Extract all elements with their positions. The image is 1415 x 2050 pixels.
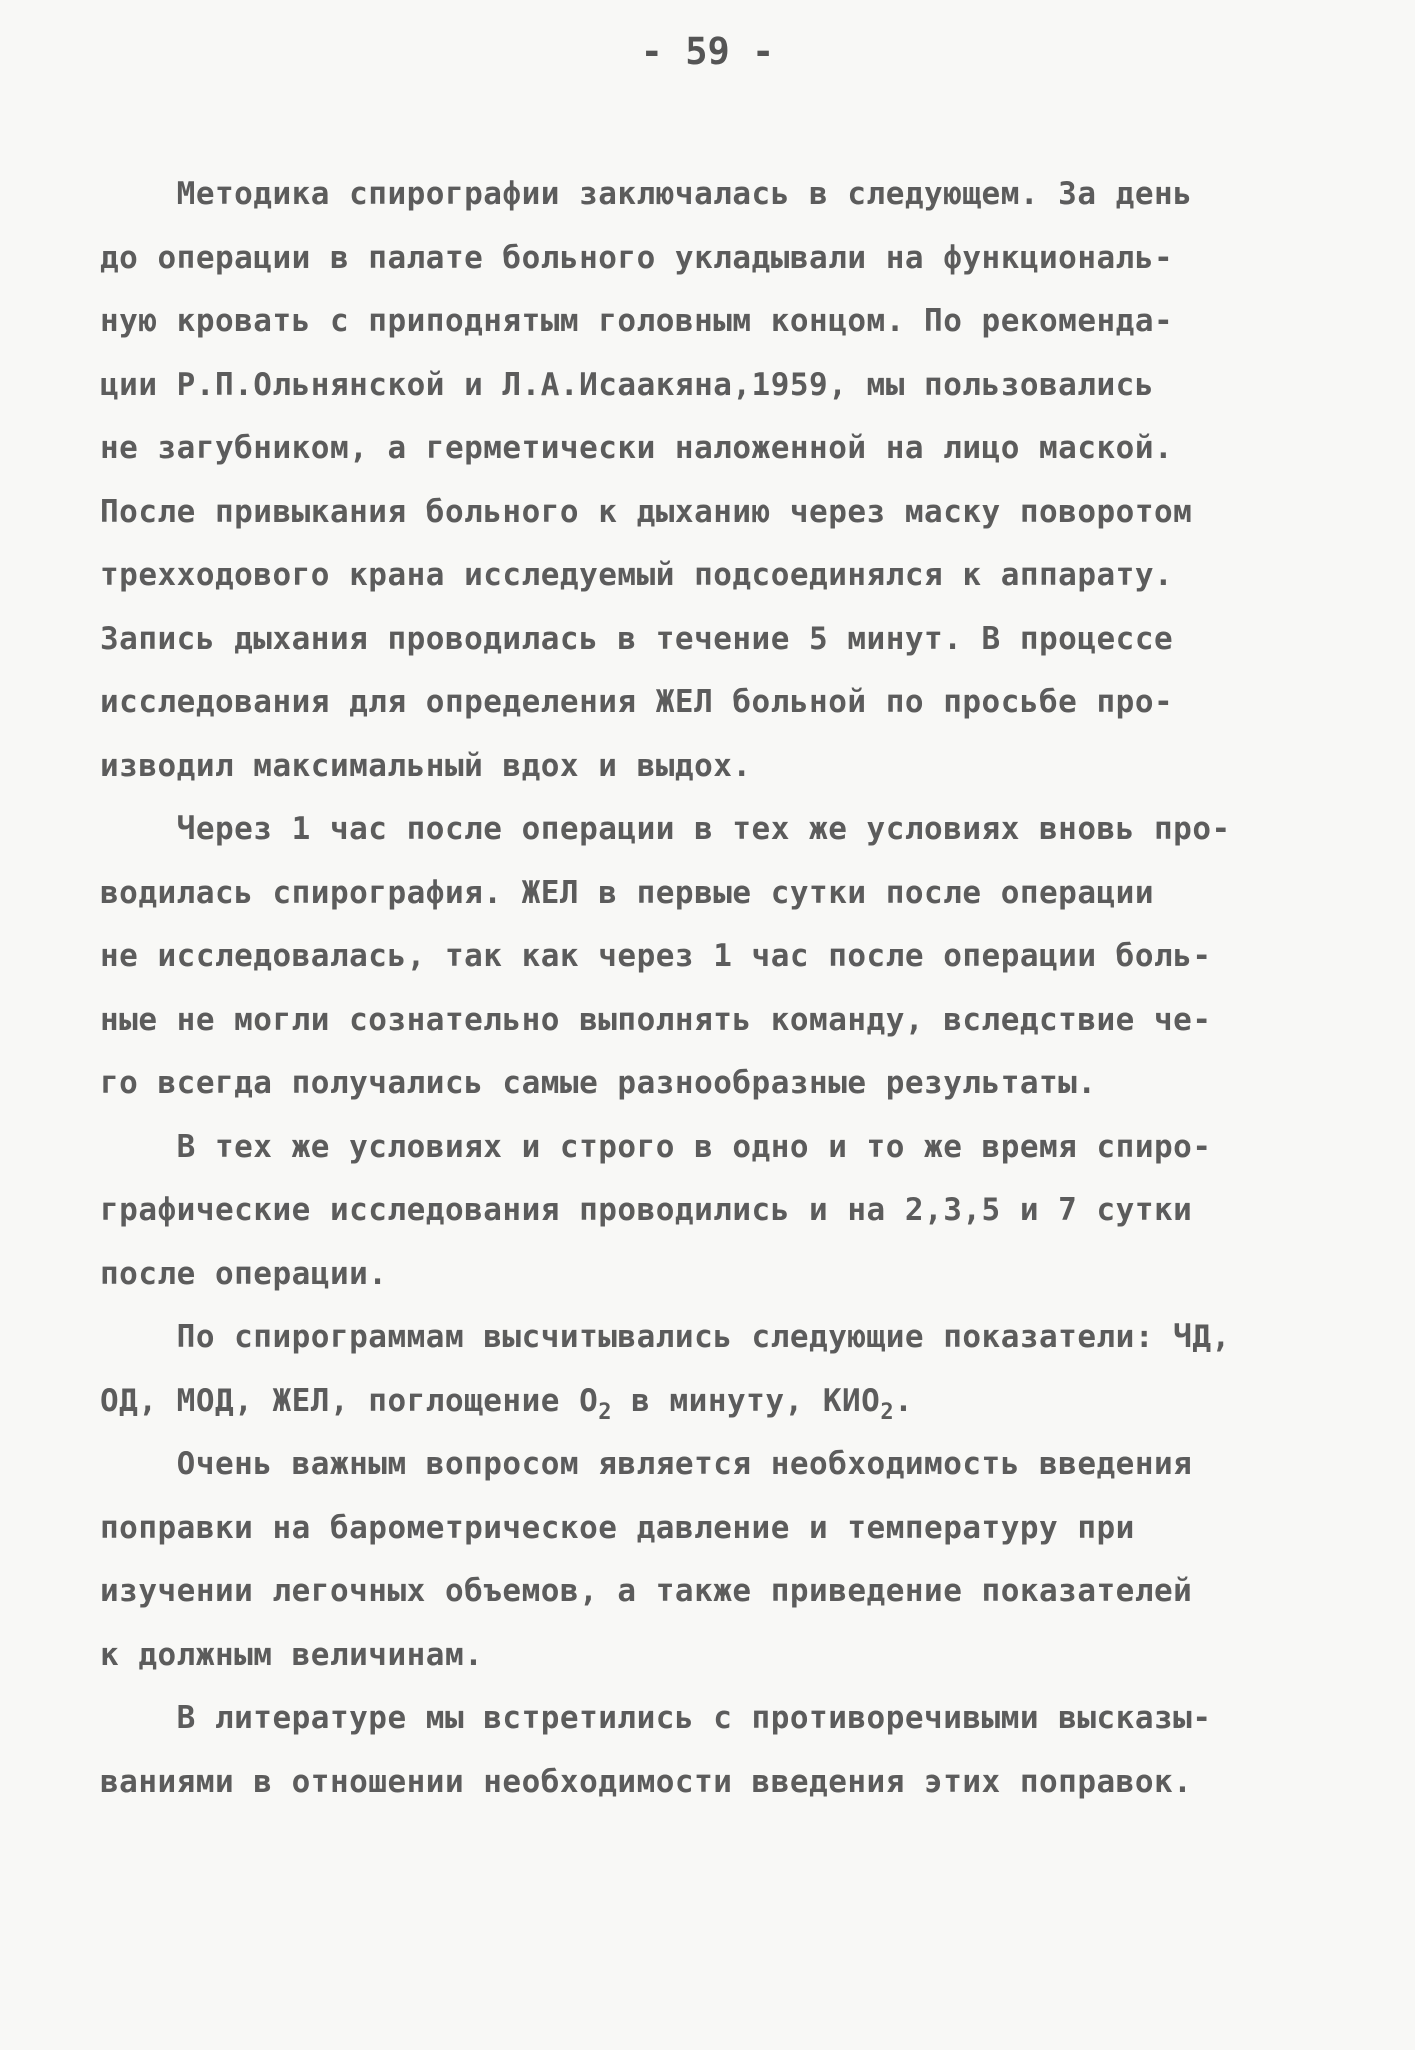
text-line: ные не могли сознательно выполнять команду, вследствие че- [100, 1001, 1212, 1038]
text-line: По спирограммам высчитывались следующие показатели: ЧД, [100, 1319, 1231, 1355]
text-line: Через 1 час после операции в тех же условиях вновь про- [100, 811, 1231, 847]
text-line: графические исследования проводились и на 2,3,5 и 7 сутки [100, 1192, 1193, 1228]
text-line: изучении легочных объемов, а также приведение показателей [100, 1573, 1193, 1609]
paragraph [100, 163, 1340, 798]
body-text [100, 163, 1340, 1814]
text-line: ции Р.П.Ольнянской и Л.А.Исаакяна,1959, мы пользовались [100, 366, 1154, 403]
text-line-with-subscripts [100, 1370, 1340, 1434]
text-line: не загубником, а герметически наложенной на лицо маской. [100, 430, 1174, 466]
text-line: до операции в палате больного укладывали на функциональ- [100, 239, 1174, 276]
text-line: исследования для определения ЖЕЛ больной по просьбе про- [100, 684, 1174, 720]
text-line: после операции. [100, 1255, 388, 1292]
text-line: ваниями в отношении необходимости введения этих поправок. [100, 1763, 1193, 1800]
text-line: Очень важным вопросом является необходимость введения [100, 1446, 1193, 1482]
text-line: изводил максимальный вдох и выдох. [100, 747, 752, 784]
text-line: к должным величинам. [100, 1636, 484, 1673]
text-segment: . [894, 1382, 914, 1419]
text-line: водилась спирография. ЖЕЛ в первые сутки после операции [100, 874, 1154, 911]
paragraph [100, 1433, 1340, 1687]
text-line: го всегда получались самые разнообразные результаты. [100, 1065, 1097, 1101]
text-line: ную кровать с приподнятым головным концом. По рекоменда- [100, 303, 1174, 339]
text-line: В тех же условиях и строго в одно и то же время спиро- [100, 1128, 1212, 1165]
text-line: поправки на барометрическое давление и температуру при [100, 1509, 1135, 1546]
text-segment: ОД, МОД, ЖЕЛ, поглощение О [100, 1382, 599, 1419]
paragraph [100, 1687, 1340, 1814]
text-line: не исследовалась, так как через 1 час после операции боль- [100, 938, 1212, 974]
text-line: Методика спирографии заключалась в следующем. За день [100, 176, 1193, 212]
page-number: - 59 - [640, 30, 775, 73]
paragraph [100, 1306, 1340, 1433]
subscript: 2 [598, 1399, 613, 1425]
text-line: Запись дыхания проводилась в течение 5 минут. В процессе [100, 620, 1174, 657]
paragraph [100, 1116, 1340, 1307]
text-segment: в минуту, КИО [612, 1382, 881, 1419]
subscript: 2 [880, 1399, 895, 1425]
text-line: В литературе мы встретились с противоречивыми высказы- [100, 1700, 1212, 1736]
text-line: После привыкания больного к дыханию через маску поворотом [100, 493, 1193, 530]
text-line: трехходового крана исследуемый подсоединялся к аппарату. [100, 557, 1174, 593]
paragraph [100, 798, 1340, 1116]
